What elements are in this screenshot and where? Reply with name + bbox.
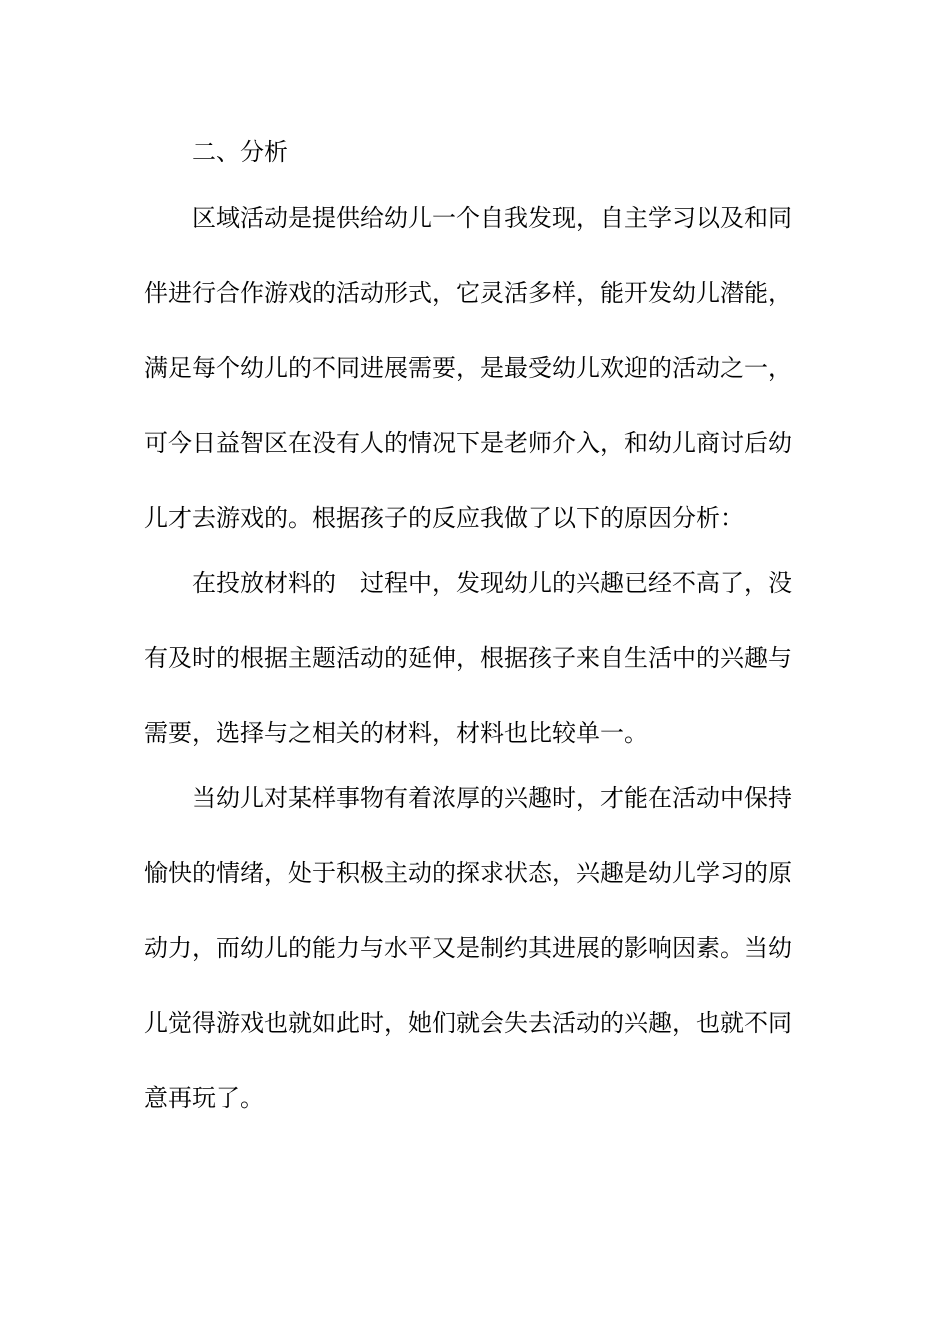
paragraph-line: 满足每个幼儿的不同进展需要，是最受幼儿欢迎的活动之一， [144, 354, 792, 382]
paragraph-line: 儿觉得游戏也就如此时，她们就会失去活动的兴趣，也就不同 [144, 1009, 792, 1037]
paragraph-line: 区域活动是提供给幼儿一个自我发现，自主学习以及和同 [192, 204, 792, 232]
paragraph-line: 伴进行合作游戏的活动形式，它灵活多样，能开发幼儿潜能， [144, 279, 792, 307]
section-heading: 二、分析 [192, 138, 288, 166]
paragraph-line: 愉快的情绪，处于积极主动的探求状态，兴趣是幼儿学习的原 [144, 859, 792, 887]
paragraph-line: 在投放材料的 过程中，发现幼儿的兴趣已经不高了，没 [192, 569, 792, 597]
paragraph-line: 当幼儿对某样事物有着浓厚的兴趣时，才能在活动中保持 [192, 784, 792, 812]
paragraph-line: 可今日益智区在没有人的情况下是老师介入，和幼儿商讨后幼 [144, 429, 792, 457]
paragraph-line: 有及时的根据主题活动的延伸，根据孩子来自生活中的兴趣与 [144, 644, 792, 672]
paragraph-line: 动力，而幼儿的能力与水平又是制约其进展的影响因素。当幼 [144, 934, 792, 962]
paragraph-line: 意再玩了。 [144, 1084, 264, 1112]
paragraph-line: 儿才去游戏的。根据孩子的反应我做了以下的原因分析： [144, 504, 744, 532]
paragraph-line: 需要，选择与之相关的材料，材料也比较单一。 [144, 719, 648, 747]
